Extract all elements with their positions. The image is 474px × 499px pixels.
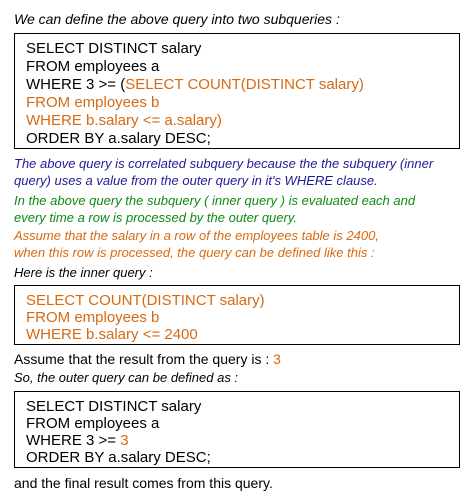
inner-query-line-3: WHERE b.salary <= 2400 <box>26 326 198 343</box>
inner-query-line-1: SELECT COUNT(DISTINCT salary) <box>26 292 265 309</box>
evaluation-note-line-1: In the above query the subquery ( inner query ) is evaluated each and <box>14 193 416 208</box>
first-query-line-1: SELECT DISTINCT salary <box>26 40 202 57</box>
outer-query-line-3-value: 3 <box>120 432 129 449</box>
result-note-value: 3 <box>273 351 281 367</box>
outer-query-line-3 <box>26 433 129 448</box>
first-query-line-6: ORDER BY a.salary DESC; <box>26 130 211 147</box>
first-query-line-2: FROM employees a <box>26 58 160 75</box>
inner-query-label: Here is the inner query : <box>14 265 153 280</box>
outer-query-line-4: ORDER BY a.salary DESC; <box>26 449 211 466</box>
outer-query-line-1: SELECT DISTINCT salary <box>26 398 202 415</box>
assumption-note-line-1: Assume that the salary in a row of the employees table is 2400, <box>14 228 379 243</box>
first-query-line-3 <box>26 77 364 92</box>
outer-label: So, the outer query can be defined as : <box>14 370 239 385</box>
correlated-note-line-1: The above query is correlated subquery because the the subquery (inner <box>14 156 434 171</box>
outer-query-line-3-prefix: WHERE 3 >= <box>26 432 121 449</box>
evaluation-note-line-2: every time a row is processed by the outer query. <box>14 210 297 225</box>
first-query-box <box>14 33 460 149</box>
first-query-line-3-highlight: SELECT COUNT(DISTINCT salary) <box>125 76 364 93</box>
closing-text: and the final result comes from this query. <box>14 475 273 491</box>
inner-query-box <box>14 285 460 345</box>
first-query-line-4: FROM employees b <box>26 94 160 111</box>
first-query-line-5: WHERE b.salary <= a.salary) <box>26 112 222 129</box>
inner-query-line-2: FROM employees b <box>26 309 160 326</box>
result-note <box>14 352 281 366</box>
result-note-prefix: Assume that the result from the query is : <box>14 351 274 367</box>
first-query-line-3-prefix: WHERE 3 >= ( <box>26 76 126 93</box>
correlated-note-line-2: query) uses a value from the outer query in it's WHERE clause. <box>14 173 378 188</box>
outer-query-box <box>14 391 460 468</box>
intro-text: We can define the above query into two subqueries : <box>14 11 340 27</box>
outer-query-line-2: FROM employees a <box>26 415 160 432</box>
assumption-note-line-2: when this row is processed, the query can be defined like this : <box>14 245 375 260</box>
